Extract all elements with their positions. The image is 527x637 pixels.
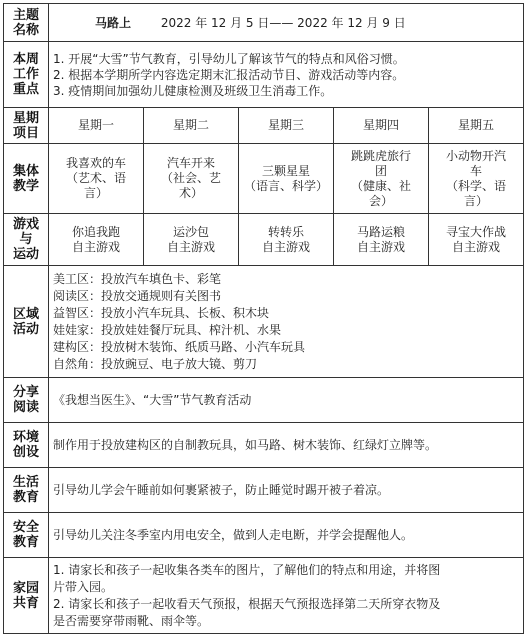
teaching-line: 跳跳虎旅行	[350, 148, 411, 163]
games-label-line-2: 与	[19, 232, 33, 247]
area-item: 阅读区：投放交通规则有关图书	[53, 288, 222, 303]
environment-row	[4, 423, 524, 468]
home-school-label	[4, 558, 49, 634]
focus-item: 2. 根据本学期所学内容选定期末汇报活动节目、游戏活动等内容。	[53, 67, 405, 82]
teaching-line: 团	[374, 163, 387, 178]
home-school-row	[4, 558, 524, 634]
sharing-reading-content: 《我想当医生》、“大雪”节气教育活动	[49, 378, 524, 423]
life-label-line-1: 生活	[12, 475, 39, 490]
teaching-line: 言）	[83, 186, 108, 200]
weekday-wednesday: 星期三	[239, 108, 334, 144]
weekday-thursday: 星期四	[334, 108, 429, 144]
weekday-label	[4, 108, 49, 144]
life-label-line-2: 教育	[12, 490, 39, 505]
sharing-label-line-2: 阅读	[12, 400, 39, 415]
focus-label-line-1: 本周	[12, 52, 39, 67]
home-school-content	[49, 558, 524, 634]
teaching-line: 车	[470, 163, 483, 178]
focus-label-line-3: 重点	[12, 82, 39, 97]
safety-label-line-1: 安全	[12, 520, 39, 535]
weekday-row	[4, 108, 524, 144]
safety-education-content: 引导幼儿关注冬季室内用电安全，做到人走电断，并学会提醒他人。	[49, 513, 524, 558]
focus-label	[4, 42, 49, 108]
games-row	[4, 214, 524, 266]
game-cell-tuesday	[144, 214, 239, 266]
life-education-row	[4, 468, 524, 513]
game-line: 运沙包	[172, 224, 209, 239]
safety-education-row	[4, 513, 524, 558]
game-line: 转转乐	[267, 224, 304, 239]
game-line: 自主游戏	[452, 239, 501, 254]
home-school-line: 2. 请家长和孩子一起收看天气预报，根据天气预报选择第二天所穿衣物及	[53, 596, 441, 611]
game-cell-thursday	[334, 214, 429, 266]
focus-content	[49, 42, 524, 108]
area-activities-row	[4, 266, 524, 378]
game-line: 寻宝大作战	[446, 224, 507, 239]
home-label-line-2: 共育	[12, 595, 39, 611]
area-item: 建构区：投放树木装饰、纸质马路、小汽车玩具	[53, 339, 306, 354]
weekday-tuesday: 星期二	[144, 108, 239, 144]
safety-label-line-2: 教育	[12, 535, 39, 550]
game-line: 自主游戏	[71, 239, 120, 254]
environment-content: 制作用于投放建构区的自制教玩具，如马路、树木装饰、红绿灯立牌等。	[49, 423, 524, 468]
teaching-cell-wednesday	[239, 144, 334, 214]
sharing-reading-row	[4, 378, 524, 423]
game-line: 你追我跑	[71, 224, 120, 239]
weekly-plan-table	[3, 3, 524, 634]
safety-education-label	[4, 513, 49, 558]
theme-title-cell	[49, 4, 524, 42]
area-activities-label	[4, 266, 49, 378]
teaching-line: 汽车开来	[166, 156, 215, 170]
group-teaching-row	[4, 144, 524, 214]
life-education-label	[4, 468, 49, 513]
teaching-line: （科学、语	[446, 178, 507, 193]
teaching-cell-friday	[429, 144, 524, 214]
games-label	[4, 214, 49, 266]
weekday-label-line-1: 星期	[12, 110, 39, 126]
game-line: 自主游戏	[166, 239, 215, 254]
theme-label-line-1: 主题	[12, 7, 39, 23]
teaching-line: （艺术、语	[65, 171, 126, 185]
game-line: 自主游戏	[356, 239, 405, 254]
group-teaching-label	[4, 144, 49, 214]
games-label-line-3: 运动	[12, 247, 39, 262]
weekday-monday: 星期一	[49, 108, 144, 144]
game-line: 自主游戏	[261, 239, 310, 254]
focus-item: 1. 开展“大雪”节气教育，引导幼儿了解该节气的特点和风俗习惯。	[53, 51, 405, 66]
teaching-line: 我喜欢的车	[65, 156, 126, 170]
teaching-cell-tuesday	[144, 144, 239, 214]
date-range: 2022 年 12 月 5 日—— 2022 年 12 月 9 日	[160, 16, 406, 30]
focus-item: 3. 疫情期间加强幼儿健康检测及班级卫生消毒工作。	[53, 83, 333, 98]
group-teaching-label-line-2: 教学	[12, 178, 39, 194]
area-activities-content	[49, 266, 524, 378]
environment-label-line-2: 创设	[12, 445, 39, 460]
area-item: 益智区：投放小汽车玩具、长板、积木块	[53, 305, 270, 320]
teaching-line: 会）	[368, 193, 393, 208]
area-item: 美工区：投放汽车填色卡、彩笔	[53, 271, 222, 286]
theme-label	[4, 4, 49, 42]
life-education-content: 引导幼儿学会午睡前如何裹紧被子，防止睡觉时踢开被子着凉。	[49, 468, 524, 513]
weekday-friday: 星期五	[429, 108, 524, 144]
environment-label	[4, 423, 49, 468]
area-label-line-1: 区域	[12, 306, 39, 322]
teaching-line: 小动物开汽	[446, 148, 507, 163]
theme-label-line-2: 名称	[12, 22, 39, 38]
teaching-cell-monday	[49, 144, 144, 214]
weekday-label-line-2: 项目	[12, 125, 39, 141]
home-school-line: 1. 请家长和孩子一起收集各类车的图片，了解他们的特点和用途，并将图	[53, 562, 441, 577]
home-school-line: 是否需要穿带雨靴、雨伞等。	[53, 613, 210, 628]
game-cell-wednesday	[239, 214, 334, 266]
area-item: 娃娃家：投放娃娃餐厅玩具、榨汁机、水果	[53, 322, 282, 337]
focus-row	[4, 42, 524, 108]
area-label-line-2: 活动	[12, 321, 39, 337]
home-label-line-1: 家园	[12, 580, 39, 596]
group-teaching-label-line-1: 集体	[12, 163, 39, 179]
teaching-line: 三颗星星	[261, 163, 310, 178]
game-line: 马路运粮	[356, 224, 405, 239]
focus-label-line-2: 工作	[12, 67, 39, 82]
area-item: 自然角：投放豌豆、电子放大镜、剪刀	[53, 356, 258, 371]
sharing-reading-label	[4, 378, 49, 423]
home-school-line: 片带入园。	[53, 579, 114, 594]
teaching-cell-thursday	[334, 144, 429, 214]
theme-name: 马路上	[95, 16, 132, 30]
games-label-line-1: 游戏	[12, 217, 39, 232]
teaching-line: 言）	[464, 193, 489, 208]
sharing-label-line-1: 分享	[12, 385, 39, 400]
title-row	[4, 4, 524, 42]
teaching-line: 术）	[178, 186, 203, 200]
game-cell-monday	[49, 214, 144, 266]
teaching-line: （健康、社	[350, 178, 411, 193]
game-cell-friday	[429, 214, 524, 266]
environment-label-line-1: 环境	[12, 430, 39, 445]
teaching-line: （社会、艺	[160, 171, 221, 185]
teaching-line: （语言、科学）	[243, 178, 328, 193]
